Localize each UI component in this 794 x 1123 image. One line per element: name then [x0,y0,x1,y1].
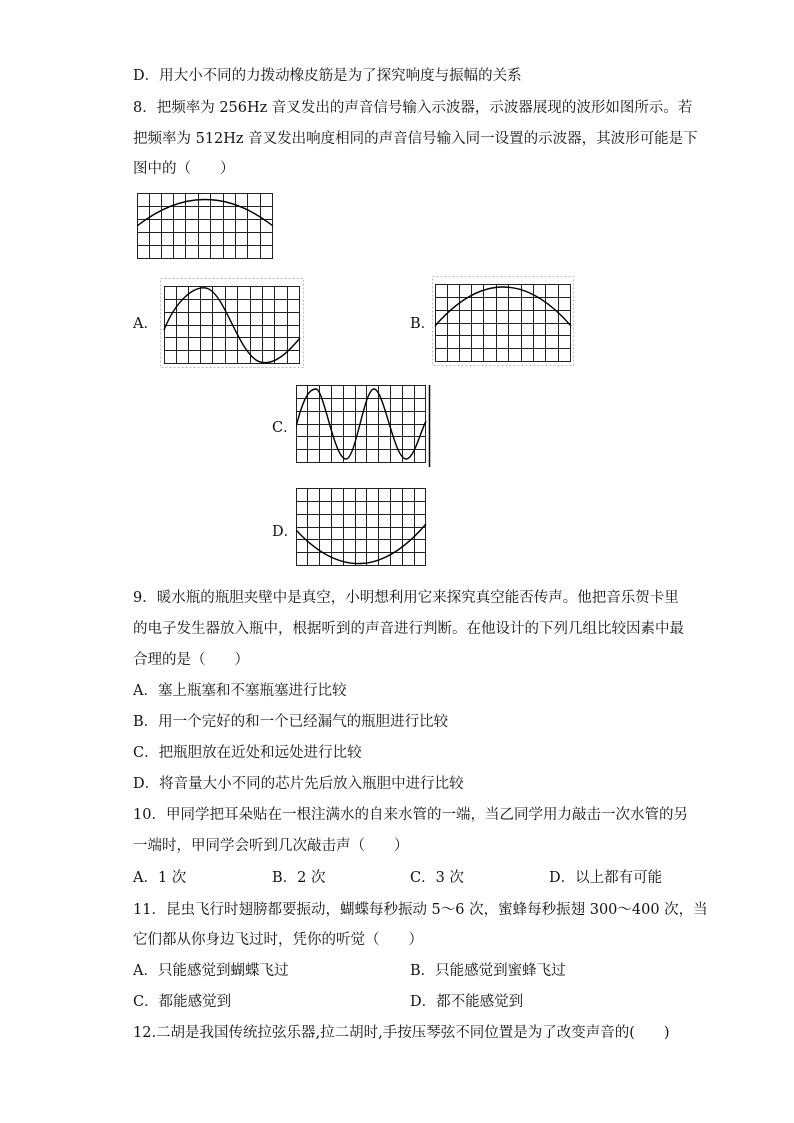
q8-option-a-label: A． [133,316,158,332]
q8-option-b-waveform[interactable] [432,276,574,366]
q8-stem-line-3: 图中的（ ） [133,161,235,177]
q8-stem-line-1: 8．把频率为 256Hz 音叉发出的声音信号输入示波器，示波器展现的波形如图所示。若 [133,100,693,116]
q7-option-d: D．用大小不同的力拨动橡皮筋是为了探究响度与振幅的关系 [133,68,522,84]
q10-stem-line-1: 10．甲同学把耳朵贴在一根注满水的自来水管的一端，当乙同学用力敲击一次水管的另 [133,807,688,823]
q11-option-b: B．只能感觉到蜜蜂飞过 [410,963,566,979]
q11-option-a: A．只能感觉到蝴蝶飞过 [133,963,289,979]
q9-stem-line-3: 合理的是（ ） [133,652,249,668]
q10-option-d: D．以上都有可能 [549,870,663,886]
q11-option-d: D．都不能感觉到 [410,994,524,1010]
q9-option-a: A．塞上瓶塞和不塞瓶塞进行比较 [133,683,347,699]
q10-option-c: C．3 次 [410,870,464,886]
q9-stem-line-2: 的电子发生器放入瓶中，根据听到的声音进行判断。在他设计的下列几组比较因素中最 [133,621,684,637]
q11-option-c: C．都能感觉到 [133,994,232,1010]
reference-waveform-figure [137,193,273,259]
q8-option-d-label: D． [272,524,299,540]
q8-stem-line-2: 把频率为 512Hz 音叉发出响度相同的声音信号输入同一设置的示波器，其波形可能是下 [133,131,698,147]
q10-option-b: B．2 次 [272,870,326,886]
q8-option-b-label: B． [410,316,436,332]
q8-option-c-waveform[interactable] [296,385,432,467]
q9-stem-line-1: 9．暖水瓶的瓶胆夹壁中是真空，小明想利用它来探究真空能否传声。他把音乐贺卡里 [133,590,679,606]
q11-stem-line-2: 它们都从你身边飞过时，凭你的听觉（ ） [133,932,423,948]
q8-option-d-waveform[interactable] [296,488,428,568]
q8-option-c-label: C． [272,420,298,436]
q8-option-a-waveform[interactable] [160,278,304,368]
q10-stem-line-2: 一端时，甲同学会听到几次敲击声（ ） [133,838,409,854]
q12-stem-line-1: 12.二胡是我国传统拉弦乐器,拉二胡时,手按压琴弦不同位置是为了改变声音的( ) [133,1025,670,1041]
q9-option-d: D．将音量大小不同的芯片先后放入瓶胆中进行比较 [133,776,464,792]
q9-option-b: B．用一个完好的和一个已经漏气的瓶胆进行比较 [133,714,449,730]
q10-option-a: A．1 次 [133,870,187,886]
q9-option-c: C．把瓶胆放在近处和远处进行比较 [133,745,362,761]
q11-stem-line-1: 11．昆虫飞行时翅膀都要振动，蝴蝶每秒振动 5～6 次，蜜蜂每秒振翅 300～400 次，当 [133,902,708,918]
